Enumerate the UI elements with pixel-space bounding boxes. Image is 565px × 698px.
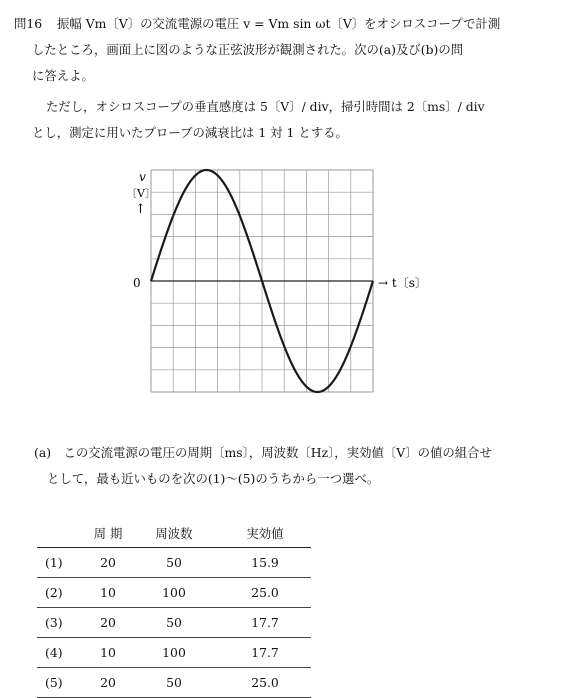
option-rms: 17.7 bbox=[219, 638, 311, 668]
option-rms: 25.0 bbox=[219, 578, 311, 608]
option-index: (1) bbox=[37, 548, 87, 578]
option-index: (4) bbox=[37, 638, 87, 668]
option-row[interactable] bbox=[37, 608, 311, 638]
option-period: 10 bbox=[87, 578, 129, 608]
option-row[interactable] bbox=[37, 668, 311, 698]
option-rms: 25.0 bbox=[219, 668, 311, 698]
option-period: 20 bbox=[87, 668, 129, 698]
question-text-line-1: 振幅 Vm〔V〕の交流電源の電圧 v = Vm sin ωt〔V〕をオシロスコープで計測 bbox=[57, 16, 501, 31]
question-text-line-5: とし，測定に用いたプローブの減衰比は 1 対 1 とする。 bbox=[32, 125, 348, 140]
option-frequency: 50 bbox=[129, 548, 219, 578]
question-number: 問16 bbox=[14, 16, 43, 31]
voltage-symbol: v bbox=[139, 170, 146, 184]
subquestion-text-line-2: として，最も近いものを次の(1)～(5)のうちから一つ選べ。 bbox=[47, 471, 380, 486]
options-header-row bbox=[37, 519, 311, 548]
question-text-line-2: したところ，画面上に図のような正弦波形が観測された。次の(a)及び(b)の問 bbox=[32, 42, 464, 57]
option-rms: 15.9 bbox=[219, 548, 311, 578]
option-period: 20 bbox=[87, 548, 129, 578]
header-cell-index bbox=[37, 519, 87, 548]
option-rms: 17.7 bbox=[219, 608, 311, 638]
option-period: 20 bbox=[87, 608, 129, 638]
zero-label: 0 bbox=[133, 276, 141, 290]
time-axis-label: → t〔s〕 bbox=[378, 276, 427, 290]
option-row[interactable] bbox=[37, 548, 311, 578]
question-text-line-4: ただし，オシロスコープの垂直感度は 5〔V〕/ div，掃引時間は 2〔ms〕/ div bbox=[46, 99, 485, 114]
header-cell-period: 周 期 bbox=[87, 519, 129, 548]
option-index: (5) bbox=[37, 668, 87, 698]
option-row[interactable] bbox=[37, 578, 311, 608]
options-table bbox=[37, 519, 311, 698]
option-frequency: 100 bbox=[129, 638, 219, 668]
subquestion-text-line-1: (a) この交流電源の電圧の周期〔ms〕，周波数〔Hz〕，実効値〔V〕の値の組合せ bbox=[34, 445, 492, 460]
option-frequency: 100 bbox=[129, 578, 219, 608]
header-cell-frequency: 周波数 bbox=[129, 519, 219, 548]
option-frequency: 50 bbox=[129, 608, 219, 638]
voltage-unit: 〔V〕 bbox=[126, 187, 156, 200]
option-row[interactable] bbox=[37, 638, 311, 668]
option-period: 10 bbox=[87, 638, 129, 668]
up-arrow-icon: ↑ bbox=[135, 202, 146, 217]
question-text-line-3: に答えよ。 bbox=[32, 68, 94, 83]
option-index: (2) bbox=[37, 578, 87, 608]
option-index: (3) bbox=[37, 608, 87, 638]
option-frequency: 50 bbox=[129, 668, 219, 698]
header-cell-rms: 実効値 bbox=[219, 519, 311, 548]
